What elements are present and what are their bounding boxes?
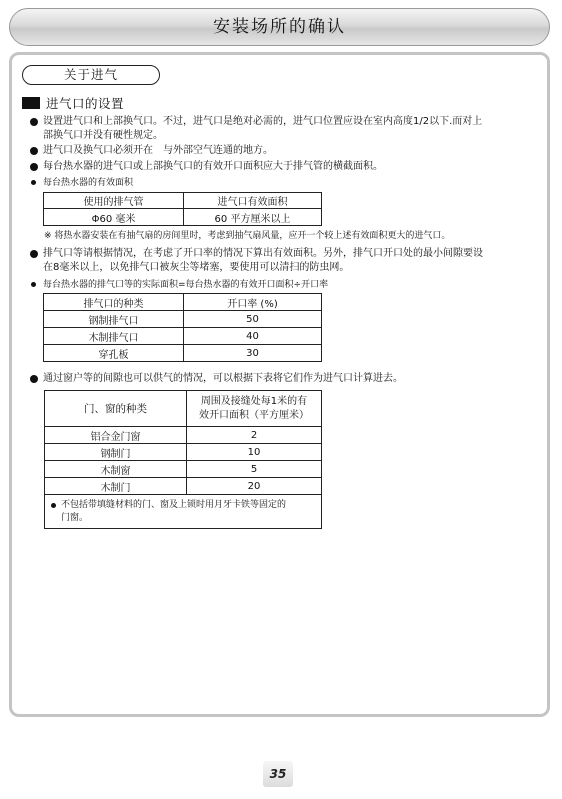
table-header [187,391,322,427]
bullet-text: 每台热水器的进气口或上部换气口的有效开口面积应大于排气管的横截面积。 [43,161,383,172]
bullet-text: 排气口等请根据情况，在考虑了开口率的情况下算出有效面积。另外，排气口开口处的最小间隙要设 [43,248,483,259]
effective-area-table [43,192,322,226]
door-window-table [44,390,322,529]
header-line: 周围及接缝处每1米的有 [200,395,308,407]
bullet-item [30,115,530,143]
bullet-text: 设置进气口和上部换气口。不过，进气口是绝对必需的，进气口位置应设在室内高度1/2以下.而对上 [43,116,483,127]
square-bullet-icon [22,97,40,109]
bullet-icon [30,147,38,155]
subheading [22,96,124,110]
bullet-icon [30,163,38,171]
note: ※ 将热水器安装在有抽气扇的房间里时，考虑到抽气扇风量，应开一个较上述有效面积更大的进气口。 [44,231,451,241]
footnote-line [49,499,317,512]
section-title: 关于进气 [22,65,160,85]
table-cell: Φ60 毫米 [44,209,184,226]
caption-text: 每台热水器的有效面积 [43,178,134,188]
bullet-icon [30,250,38,258]
bullet-item [30,372,530,386]
header-line: 效开口面积（平方厘米） [199,409,309,421]
table-footnote [45,495,322,529]
table-cell: 60 平方厘米以上 [184,209,322,226]
bullet-icon [31,180,36,185]
table-header: 排气口的种类 [44,294,184,311]
bullet-item [30,247,530,275]
footnote-text: 门窗。 [61,512,89,523]
caption-text: 每台热水器的排气口等的实际面积=每台热水器的有效开口面积÷开口率 [43,280,329,290]
table-header: 开口率 (%) [184,294,322,311]
subheading-text: 进气口的设置 [46,96,125,111]
table-cell: 钢制门 [45,444,187,461]
table-cell: 木制门 [45,478,187,495]
table-cell: 5 [187,461,322,478]
bullet-icon [30,375,38,383]
table-caption [30,278,530,292]
bullet-icon [51,503,56,508]
bullet-item [30,160,530,174]
table-cell: 2 [187,427,322,444]
table-cell: 10 [187,444,322,461]
table-cell: 木制排气口 [44,328,184,345]
table-header: 使用的排气管 [44,193,184,209]
bullet-text: 通过窗户等的间隙也可以供气的情况，可以根据下表将它们作为进气口计算进去。 [43,373,403,384]
page-number: 35 [269,767,287,781]
footnote-text: 不包括带填缝材料的门、窗及上锁时用月牙卡铁等固定的 [61,499,287,510]
page-title: 安装场所的确认 [213,17,346,37]
bullet-icon [30,118,38,126]
table-cell: 木制窗 [45,461,187,478]
table-header: 进气口有效面积 [184,193,322,209]
table-cell: 30 [184,345,322,362]
table-cell: 铝合金门窗 [45,427,187,444]
table-caption [30,176,430,190]
bullet-text: 部换气口并没有硬性规定。 [43,130,163,141]
opening-rate-table [43,293,322,362]
table-cell: 20 [187,478,322,495]
table-header: 门、窗的种类 [45,391,187,427]
table-cell: 钢制排气口 [44,311,184,328]
table-cell: 40 [184,328,322,345]
table-cell: 50 [184,311,322,328]
bullet-icon [31,282,36,287]
page-number-box [263,761,293,787]
table-cell: 穿孔板 [44,345,184,362]
bullet-item [30,144,530,158]
bullet-text: 进气口及换气口必须开在 与外部空气连通的地方。 [43,145,273,156]
header-bar [9,8,550,46]
bullet-text: 在8毫米以上，以免排气口被灰尘等堵塞，要使用可以清扫的防虫网。 [43,262,350,273]
